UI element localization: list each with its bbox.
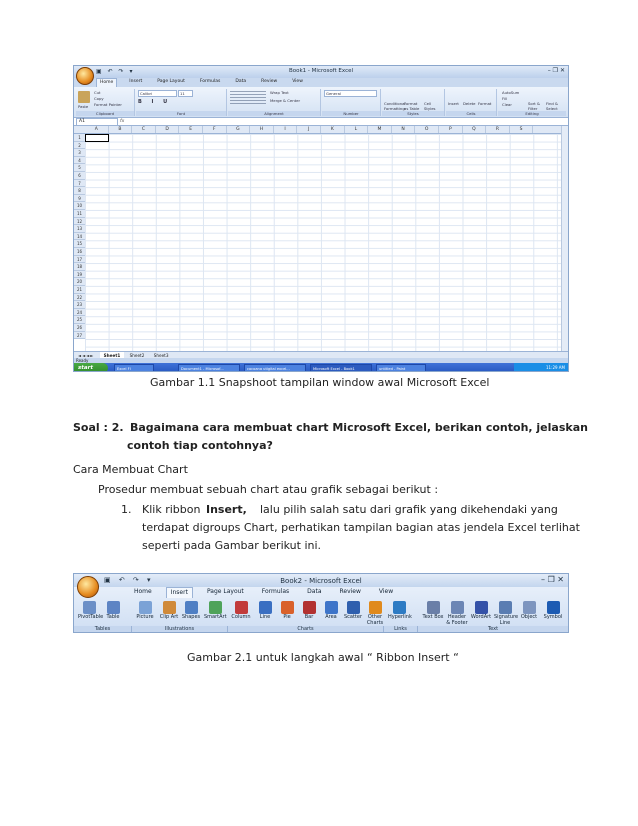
row-header-19[interactable]: 19 [74,271,85,279]
question-prefix: Soal : 2. [73,421,124,434]
tab-view[interactable]: View [378,588,394,595]
window-title: Book2 - Microsoft Excel [280,577,362,585]
row-header-1[interactable]: 1 [74,134,85,142]
column-header-o[interactable]: O [415,126,439,133]
group-label: Styles [382,111,444,116]
bar-icon [303,601,316,614]
sort-filter-button[interactable]: Sort & Filter [528,101,540,111]
find-select-button[interactable]: Find & Select [546,101,558,111]
column-header-b[interactable]: B [109,126,133,133]
tab-formulas[interactable]: Formulas [261,588,290,595]
column-header-m[interactable]: M [368,126,392,133]
format-cells-button[interactable]: Format [478,101,492,106]
other-charts-button[interactable] [364,601,386,626]
line-button[interactable] [254,601,276,621]
button-label: Object [520,614,538,620]
shapes-button[interactable] [180,601,202,621]
column-header-l[interactable]: L [345,126,369,133]
row-header-16[interactable]: 16 [74,248,85,256]
scatter-icon [347,601,360,614]
tab-insert[interactable]: Insert [166,587,193,598]
group-links-label: Links [384,626,418,632]
status-bar: Ready [74,358,568,363]
group-text-label: Text [418,626,568,632]
hyperlink-icon [393,601,406,614]
group-clipboard [76,89,135,116]
group-editing [498,89,566,116]
column-header-c[interactable]: C [132,126,156,133]
row-header-17[interactable]: 17 [74,256,85,264]
sheet-tab-1[interactable]: Sheet1 [100,352,125,359]
tab-home[interactable]: Home [96,78,117,87]
window-controls[interactable]: – ❐ ✕ [547,67,565,74]
wordart-icon [475,601,488,614]
column-header-g[interactable]: G [227,126,251,133]
office-button-icon[interactable] [77,576,99,598]
wordart-button[interactable] [470,601,492,621]
signature-line-button[interactable] [494,601,519,626]
taskbar-item-active[interactable]: Microsoft Excel - Book1 [310,364,372,372]
quick-access-toolbar[interactable]: ▣ ↶ ↷ ▾ [104,576,154,584]
cells-area[interactable] [85,134,562,351]
step-number: 1. [121,503,132,516]
ribbon-tabs [130,587,397,598]
clip-art-icon [163,601,176,614]
row-header-22[interactable]: 22 [74,294,85,302]
object-button[interactable] [518,601,540,621]
windows-taskbar [74,363,568,372]
group-label: Font [136,111,226,116]
question-line-1: Bagaimana cara membuat chart Microsoft Excel, berikan contoh, jelaskan [130,421,588,434]
column-header-r[interactable]: R [486,126,510,133]
column-header-q[interactable]: Q [463,126,487,133]
group-font [136,89,227,116]
row-header-15[interactable]: 15 [74,240,85,248]
clip-art-button[interactable] [158,601,180,621]
clear-button[interactable]: Clear [502,102,512,107]
symbol-icon [547,601,560,614]
font-name-select[interactable]: Calibri [138,90,177,97]
shapes-icon [185,601,198,614]
group-alignment [228,89,321,116]
header-footer-button[interactable] [446,601,468,626]
column-header-a[interactable]: A [85,126,109,133]
group-charts-label: Charts [228,626,384,632]
row-header-24[interactable]: 24 [74,309,85,317]
start-button[interactable]: start [74,363,108,372]
table-icon [107,601,120,614]
bar-button[interactable] [298,601,320,621]
column-header-s[interactable]: S [510,126,534,133]
tab-page-layout[interactable]: Page Layout [206,588,244,595]
button-label: Area [325,614,337,620]
row-header-9[interactable]: 9 [74,195,85,203]
tab-data[interactable]: Data [307,588,322,595]
area-icon [325,601,338,614]
step-line-3: seperti pada Gambar berikut ini. [142,539,322,552]
group-styles [382,89,445,116]
button-label: Pie [283,614,291,620]
title-bar [74,574,568,587]
group-cells [446,89,497,116]
tab-data[interactable]: Data [235,79,247,84]
paste-icon[interactable] [78,91,90,103]
button-label: Other Charts [366,614,384,626]
format-painter-button[interactable]: Format Painter [94,102,122,107]
question-line-2: contoh tiap contohnya? [127,439,273,452]
column-header-n[interactable]: N [392,126,416,133]
button-label: Column [231,614,251,620]
taskbar-item[interactable]: Excel Fl [114,364,154,372]
button-label: Text Box [422,614,444,620]
picture-button[interactable] [134,601,156,621]
insert-ribbon-screenshot [73,573,569,633]
group-number [322,89,381,116]
section-title: Cara Membuat Chart [73,463,188,476]
button-label: Clip Art [159,614,179,620]
fx-icon[interactable]: fx [120,119,125,124]
button-label: PivotTable [78,614,104,620]
column-icon [235,601,248,614]
text-box-button[interactable] [422,601,444,621]
group-label: Number [322,111,380,116]
hyperlink-button[interactable] [388,601,410,621]
object-icon [523,601,536,614]
smartart-icon [209,601,222,614]
tab-review[interactable]: Review [339,588,361,595]
pivottable-icon [83,601,96,614]
insert-ribbon [74,598,568,633]
button-label: WordArt [470,614,492,620]
row-header-4[interactable]: 4 [74,157,85,165]
figure-caption-2: Gambar 2.1 untuk langkah awal “ Ribbon Insert “ [187,651,459,664]
column-header-p[interactable]: P [439,126,463,133]
number-format-select[interactable]: General [324,90,377,97]
row-header-26[interactable]: 26 [74,324,85,332]
step-line-2: terdapat digroups Chart, perhatikan tampilan bagian atas jendela Excel terlihat [142,521,580,534]
button-label: Hyperlink [388,614,412,620]
button-label: Header & Footer [446,614,468,626]
area-button[interactable] [320,601,342,621]
merge-center-button[interactable]: Merge & Center [270,98,301,103]
title-bar [74,66,568,78]
excel-window-screenshot [73,65,569,372]
button-label: Shapes [181,614,201,620]
tab-formulas[interactable]: Formulas [199,79,221,84]
sheet-nav-arrows[interactable]: ◄◄◄► [78,353,95,358]
row-header-10[interactable]: 10 [74,202,85,210]
pie-button[interactable] [276,601,298,621]
column-headers [74,126,568,134]
cell-styles-button[interactable]: Cell Styles [424,101,436,111]
row-header-3[interactable]: 3 [74,149,85,157]
button-label: Picture [136,614,154,620]
row-header-6[interactable]: 6 [74,172,85,180]
row-header-20[interactable]: 20 [74,278,85,286]
active-cell[interactable] [85,134,109,142]
row-header-5[interactable]: 5 [74,164,85,172]
column-header-h[interactable]: H [250,126,274,133]
home-ribbon [74,87,568,118]
button-label: Line [259,614,271,620]
signature-line-icon [499,601,512,614]
symbol-button[interactable] [542,601,564,621]
row-header-27[interactable]: 27 [74,332,85,340]
window-title: Book1 - Microsoft Excel [288,68,353,74]
row-header-8[interactable]: 8 [74,187,85,195]
taskbar-item[interactable]: cocoana utigital excel... [244,364,306,372]
pivottable-button[interactable] [78,601,104,621]
picture-icon [139,601,152,614]
sheet-tab-3[interactable]: Sheet3 [153,353,169,358]
column-header-d[interactable]: D [156,126,180,133]
column-button[interactable] [230,601,252,621]
pie-icon [281,601,294,614]
tab-insert[interactable]: Insert [129,79,143,84]
button-label: Table [106,614,120,620]
column-header-k[interactable]: K [321,126,345,133]
wrap-text-button[interactable]: Wrap Text [270,90,289,95]
tab-page-layout[interactable]: Page Layout [157,79,185,84]
tab-home[interactable]: Home [134,588,152,595]
table-button[interactable] [102,601,124,621]
intro-paragraph: Prosedur membuat sebuah chart atau grafik sebagai berikut : [98,483,439,496]
font-format-buttons[interactable]: B I U [138,99,172,105]
font-size-select[interactable]: 11 [178,90,193,97]
paste-button[interactable]: Paste [78,104,89,109]
column-header-f[interactable]: F [203,126,227,133]
group-label: Cells [446,111,496,116]
delete-cells-button[interactable]: Delete [463,101,476,106]
step-text-post: lalu pilih salah satu dari grafik yang dikehendaki yang [260,503,558,516]
row-header-21[interactable]: 21 [74,286,85,294]
fill-button[interactable]: Fill [502,96,508,101]
name-box[interactable]: A1 [76,118,118,126]
button-label: SmartArt [204,614,227,620]
taskbar-item[interactable]: untitled - Paint [376,364,426,372]
copy-button[interactable]: Copy [94,96,104,101]
figure-caption-1: Gambar 1.1 Snapshoot tampilan window awal Microsoft Excel [150,376,490,389]
button-label: Bar [304,614,314,620]
ribbon-tabs [96,78,306,87]
row-header-18[interactable]: 18 [74,263,85,271]
autosum-button[interactable]: AutoSum [502,90,520,95]
column-header-j[interactable]: J [297,126,321,133]
group-label: Editing [498,111,566,116]
tab-review[interactable]: Review [261,79,278,84]
header-footer-icon [451,601,464,614]
column-header-e[interactable]: E [179,126,203,133]
window-controls[interactable]: – ❐ ✕ [541,575,564,584]
step-text-bold: Insert, [206,503,247,516]
system-tray-clock: 11:29 AM [514,363,568,372]
row-header-14[interactable]: 14 [74,233,85,241]
scatter-button[interactable] [342,601,364,621]
cut-button[interactable]: Cut [94,90,101,95]
button-label: Scatter [343,614,363,620]
align-icons[interactable] [230,91,266,105]
row-header-12[interactable]: 12 [74,218,85,226]
conditional-formatting-button[interactable]: Conditional Formatting [384,101,406,111]
row-header-25[interactable]: 25 [74,316,85,324]
quick-access-toolbar[interactable]: ▣ ↶ ↷ ▾ [96,68,135,75]
taskbar-item[interactable]: Document1 - Microsof... [178,364,240,372]
button-label: Symbol [543,614,563,620]
office-button-icon[interactable] [76,67,94,85]
button-label: Signature Line [494,614,519,626]
row-header-11[interactable]: 11 [74,210,85,218]
group-label: Alignment [228,111,320,116]
row-header-23[interactable]: 23 [74,301,85,309]
text-box-icon [427,601,440,614]
smartart-button[interactable] [204,601,226,621]
formula-bar [74,118,568,126]
sheet-tab-2[interactable]: Sheet2 [129,353,145,358]
format-as-table-button[interactable]: Format as Table [404,101,420,111]
insert-cells-button[interactable]: Insert [448,101,459,106]
group-tables-label: Tables [74,626,132,632]
worksheet-grid[interactable] [74,126,568,351]
tab-view[interactable]: View [292,79,303,84]
group-label: Clipboard [76,111,134,116]
row-header-2[interactable]: 2 [74,142,85,150]
row-header-7[interactable]: 7 [74,180,85,188]
line-icon [259,601,272,614]
column-header-i[interactable]: I [274,126,298,133]
group-illustrations-label: Illustrations [132,626,228,632]
row-header-13[interactable]: 13 [74,225,85,233]
vertical-scrollbar[interactable] [561,126,568,351]
other-charts-icon [369,601,382,614]
step-text-pre: Klik ribbon [142,503,201,516]
